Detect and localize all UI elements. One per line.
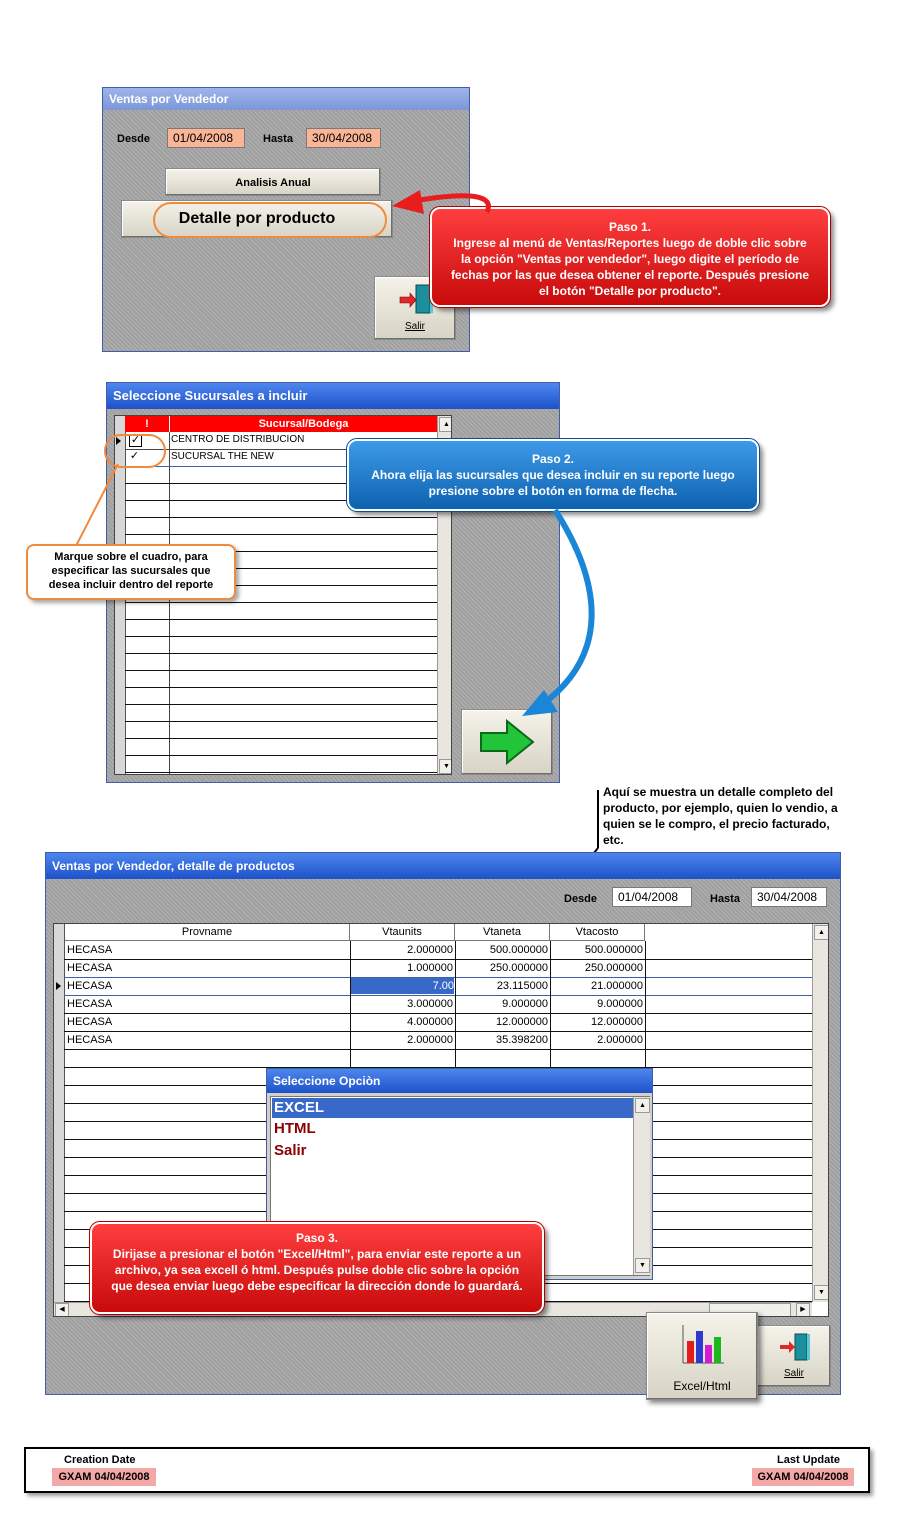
grid-row-line [64, 1049, 812, 1050]
table-cell[interactable]: 12.000000 [591, 1016, 643, 1028]
table-cell[interactable]: HECASA [67, 944, 113, 956]
table-cell[interactable]: 250.000000 [584, 962, 643, 974]
callout-paso-2: Paso 2. Ahora elija las sucursales que desea incluir en su reporte luego presione sobre el botón en forma de flecha. [347, 439, 759, 511]
table-cell[interactable]: 35.398200 [496, 1034, 548, 1046]
scroll-down-icon[interactable]: ▼ [814, 1285, 829, 1300]
table-cell[interactable]: 7.00 [351, 978, 454, 994]
creation-date-label: Creation Date [64, 1454, 136, 1466]
detalle-por-producto-button[interactable]: Detalle por producto [121, 200, 393, 238]
scroll-up-icon[interactable]: ▲ [814, 925, 829, 940]
option-excel[interactable]: EXCEL [272, 1098, 633, 1118]
last-update-value: GXAM 04/04/2008 [752, 1468, 854, 1486]
table-cell[interactable]: 500.000000 [489, 944, 548, 956]
table-row[interactable] [54, 941, 812, 959]
scroll-down-icon[interactable]: ▼ [635, 1258, 650, 1273]
table-cell[interactable]: 9.000000 [597, 998, 643, 1010]
window-title: Ventas por Vendedor [103, 88, 469, 110]
window-title: Seleccione Sucursales a incluir [107, 383, 559, 409]
callout-paso-3: Paso 3. Dirijase a presionar el botón "Excel/Html", para enviar este reporte a un archivo, ya sea excell ó html. Después pulse doble clic sobre la opción que desea enviar luego debe especificar la dirección donde lo guardará. [90, 1222, 544, 1314]
analisis-anual-button[interactable]: Analisis Anual [165, 168, 381, 196]
scroll-up-icon[interactable]: ▲ [635, 1098, 650, 1113]
table-cell[interactable]: 4.000000 [407, 1016, 453, 1028]
table-cell[interactable]: HECASA [67, 998, 113, 1010]
footer-box [24, 1447, 870, 1493]
table-cell[interactable]: HECASA [67, 980, 113, 992]
window-title: Ventas por Vendedor, detalle de productos [46, 853, 840, 879]
table-cell[interactable]: 3.000000 [407, 998, 453, 1010]
table-cell[interactable]: 500.000000 [584, 944, 643, 956]
sucursal-name: SUCURSAL THE NEW [171, 451, 274, 462]
salir-button[interactable]: Salir [374, 276, 456, 340]
col-header-vtacosto[interactable]: Vtacosto [550, 924, 645, 941]
dialog-title: Seleccione Opciòn [267, 1069, 652, 1093]
scroll-left-icon[interactable]: ◀ [55, 1303, 69, 1317]
table-cell[interactable]: 2.000000 [407, 1034, 453, 1046]
desde-input[interactable]: 01/04/2008 [167, 128, 245, 148]
list-vertical-scrollbar[interactable] [633, 1097, 650, 1275]
scroll-right-icon[interactable]: ▶ [796, 1303, 810, 1317]
bar-chart-icon [680, 1323, 726, 1367]
col-header-provname[interactable]: Provname [65, 924, 350, 941]
table-cell[interactable]: 2.000000 [407, 944, 453, 956]
callout-paso-1: Paso 1. Ingrese al menú de Ventas/Reportes luego de doble clic sobre la opción "Ventas por vendedor", luego digite el período de fechas por las que desea obtener el reporte. Después presione el botón "Detalle por producto". [430, 207, 830, 307]
desde-label: Desde [564, 893, 598, 905]
option-salir[interactable]: Salir [274, 1142, 307, 1159]
hasta-input[interactable]: 30/04/2008 [751, 887, 827, 907]
exit-door-icon [777, 1332, 813, 1364]
creation-date-value: GXAM 04/04/2008 [52, 1468, 156, 1486]
scroll-up-icon[interactable]: ▲ [439, 417, 452, 432]
table-cell[interactable]: 12.000000 [496, 1016, 548, 1028]
col-header-vtaunits[interactable]: Vtaunits [350, 924, 455, 941]
table-cell[interactable]: 1.000000 [407, 962, 453, 974]
scroll-down-icon[interactable]: ▼ [439, 759, 452, 774]
table-row[interactable] [54, 977, 812, 995]
grid-sucursal-column-header: Sucursal/Bodega [170, 416, 437, 432]
table-row[interactable] [54, 959, 812, 977]
col-header-vtaneta[interactable]: Vtaneta [455, 924, 550, 941]
grid-vertical-scrollbar[interactable] [812, 924, 829, 1302]
desde-input[interactable]: 01/04/2008 [612, 887, 692, 907]
table-cell[interactable]: HECASA [67, 962, 113, 974]
note-checkbox-callout: Marque sobre el cuadro, para especificar las sucursales que desea incluir dentro del reporte [26, 544, 236, 600]
note-detail: Aquí se muestra un detalle completo del producto, por ejemplo, quien lo vendio, a quien se le compro, el precio facturado, etc. [603, 785, 838, 847]
row-pointer-icon [56, 982, 61, 990]
sucursal-name: CENTRO DE DISTRIBUCION [171, 434, 305, 445]
table-row[interactable] [54, 995, 812, 1013]
table-row[interactable] [54, 1031, 812, 1049]
sucursal-checkbox[interactable]: ✓ [130, 434, 141, 446]
sucursal-checkbox[interactable]: ✓ [129, 450, 140, 462]
hasta-input[interactable]: 30/04/2008 [306, 128, 381, 148]
hasta-label: Hasta [263, 133, 293, 145]
table-cell[interactable]: HECASA [67, 1016, 113, 1028]
salir-button[interactable]: Salir [757, 1325, 831, 1387]
table-cell[interactable]: 21.000000 [591, 980, 643, 992]
last-update-label: Last Update [777, 1454, 840, 1466]
table-cell[interactable]: 2.000000 [597, 1034, 643, 1046]
option-html[interactable]: HTML [274, 1120, 316, 1137]
table-row[interactable] [54, 1013, 812, 1031]
excel-html-button[interactable]: Excel/Html [646, 1312, 758, 1400]
table-cell[interactable]: 9.000000 [502, 998, 548, 1010]
table-cell[interactable]: HECASA [67, 1034, 113, 1046]
desde-label: Desde [117, 133, 151, 145]
grid-check-column-header: ! [125, 416, 170, 432]
table-cell[interactable]: 250.000000 [489, 962, 548, 974]
hasta-label: Hasta [710, 893, 740, 905]
table-cell[interactable]: 23.115000 [496, 980, 548, 992]
